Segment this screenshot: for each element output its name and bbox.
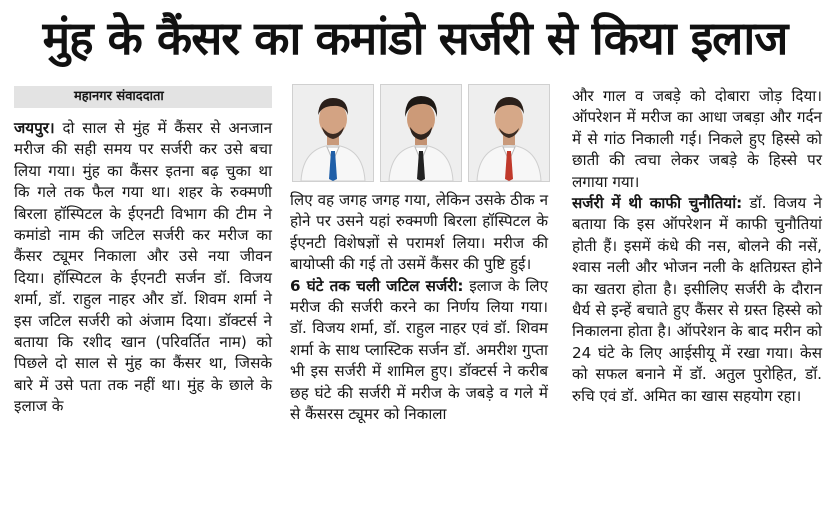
column-3-para-1: और गाल व जबड़े को दोबारा जोड़ दिया। ऑपरेशन में मरीज का आधा जबड़ा और गर्दन में से गांठ निकाली गई। निकले हुए हिस्से को छाती की त्वचा लेकर जबड़े के हिस्से पर लगाया गया।	[572, 87, 822, 191]
dateline: जयपुर।	[14, 119, 55, 137]
column-1-body: दो साल से मुंह में कैंसर से अनजान मरीज की सही समय पर सर्जरी कर उसे बचा लिया गया। मुंह का कैंसर इतना बढ़ चुका था कि गले तक फैल गया था। शहर के रुक्मणी बिरला हॉस्पिटल के ईएनटी विभाग की टीम ने कमांडो नाम की जटिल सर्जरी कर मरीज का कैंसर ट्यूमर निकाला और उसे नया जीवन दिया। हॉस्पिटल के ईएनटी सर्जन डॉ. विजय शर्मा, डॉ. राहुल नाहर और डॉ. शिवम शर्मा ने इस जटिल सर्जरी को अंजाम दिया। डॉक्टर्स ने बताया कि रशीद खान (परिवर्तित नाम) को पिछले दो साल से मुंह का कैंसर था, जिसके बारे में उसे पता तक नहीं था। मुंह के छाले के इलाज के	[14, 119, 272, 416]
subheading-surgery-duration: 6 घंटे तक चली जटिल सर्जरी:	[290, 276, 464, 295]
column-3	[572, 86, 822, 407]
column-3-para-2	[572, 193, 822, 407]
subheading-surgery-challenges: सर्जरी में थी काफी चुनौतियां:	[572, 194, 743, 213]
headline: मुंह के कैंसर का कमांडो सर्जरी से किया इलाज	[42, 11, 788, 65]
column-1	[14, 86, 272, 418]
column-3-body: डॉ. विजय ने बताया कि इस ऑपरेशन में काफी चुनौतियां होती हैं। इसमें कंधे की नस, बोलने की नसें, श्वास नली और भोजन नली के क्षतिग्रस्त होने का खतरा होता है। इसीलिए सर्जरी के दौरान धैर्य से इन्हें बचाते हुए कैंसर से ग्रस्त हिस्से को निकालना होता है। ऑपरेशन के बाद मरीन को 24 घंटे के लिए आईसीयू में रखा गया। केस को सफल बनाने में डॉ. अतुल पुरोहित, डॉ. रुचि एवं डॉ. अमित का खास सहयोग रहा।	[572, 194, 822, 405]
doctor-photo-3	[468, 84, 550, 182]
byline: महानगर संवाददाता	[14, 86, 272, 108]
doctor-photo-1	[292, 84, 374, 182]
column-2-body: इलाज के लिए मरीज की सर्जरी करने का निर्णय लिया गया। डॉ. विजय शर्मा, डॉ. राहुल नाहर एवं डॉ. शिवम शर्मा के साथ प्लास्टिक सर्जन डॉ. अमरीश गुप्ता भी इस सर्जरी में शामिल हुए। डॉक्टर्स ने करीब छह घंटे की सर्जरी में मरीज के जबड़े व गले में से कैंसरस ट्यूमर को निकाला	[290, 276, 548, 424]
doctor-photos	[292, 84, 548, 180]
doctor-photo-2	[380, 84, 462, 182]
column-2-para-1: लिए वह जगह जगह गया, लेकिन उसके ठीक न होने पर उसने यहां रुक्मणी बिरला हॉस्पिटल के ईएनटी विशेषज्ञों से परामर्श लिया। मरीज की बायोप्सी की गई तो उसमें कैंसर की पुष्टि हुई।	[290, 191, 548, 274]
column-1-text	[14, 118, 272, 418]
column-2-para-2	[290, 276, 548, 426]
column-2	[290, 190, 548, 425]
